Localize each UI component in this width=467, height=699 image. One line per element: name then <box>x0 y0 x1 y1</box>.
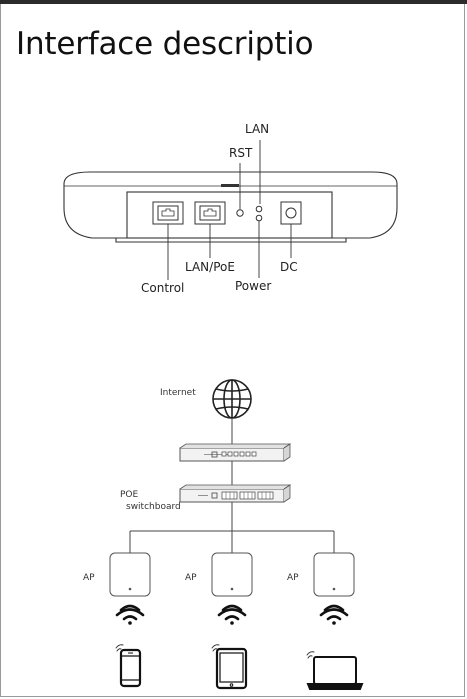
lan-label: LAN <box>245 122 270 136</box>
access-point-icon <box>110 553 150 596</box>
ap-label: AP <box>83 573 95 583</box>
laptop-icon <box>308 657 362 689</box>
lan-poe-port <box>195 202 225 224</box>
leader-lines <box>168 140 291 280</box>
router-icon <box>180 444 290 461</box>
wifi-icon <box>321 606 347 625</box>
control-label: Control <box>141 281 185 295</box>
device-back-panel <box>64 172 397 242</box>
wifi-icon <box>307 652 314 658</box>
poe-label: POE <box>120 490 139 500</box>
access-point-icon <box>212 553 252 596</box>
lan-indicator <box>256 206 262 212</box>
power-indicator <box>256 215 262 221</box>
page-title: Interface descriptio <box>16 26 314 62</box>
wifi-icon <box>219 606 245 625</box>
rst-label: RST <box>229 146 253 160</box>
power-label: Power <box>235 279 272 293</box>
lan-poe-label: LAN/PoE <box>185 260 235 274</box>
dc-port <box>281 202 301 224</box>
rst-button <box>237 210 243 216</box>
dc-label: DC <box>280 260 298 274</box>
ap-label: AP <box>185 573 197 583</box>
access-point-icon <box>314 553 354 596</box>
control-port <box>153 202 183 224</box>
globe-icon <box>213 380 251 418</box>
switchboard-label: switchboard <box>126 502 181 512</box>
switch-icon <box>180 485 290 502</box>
internet-label: Internet <box>160 388 196 398</box>
tablet-icon <box>217 649 246 688</box>
ap-label: AP <box>287 573 299 583</box>
phone-icon <box>121 650 140 686</box>
wifi-icon <box>117 606 143 625</box>
